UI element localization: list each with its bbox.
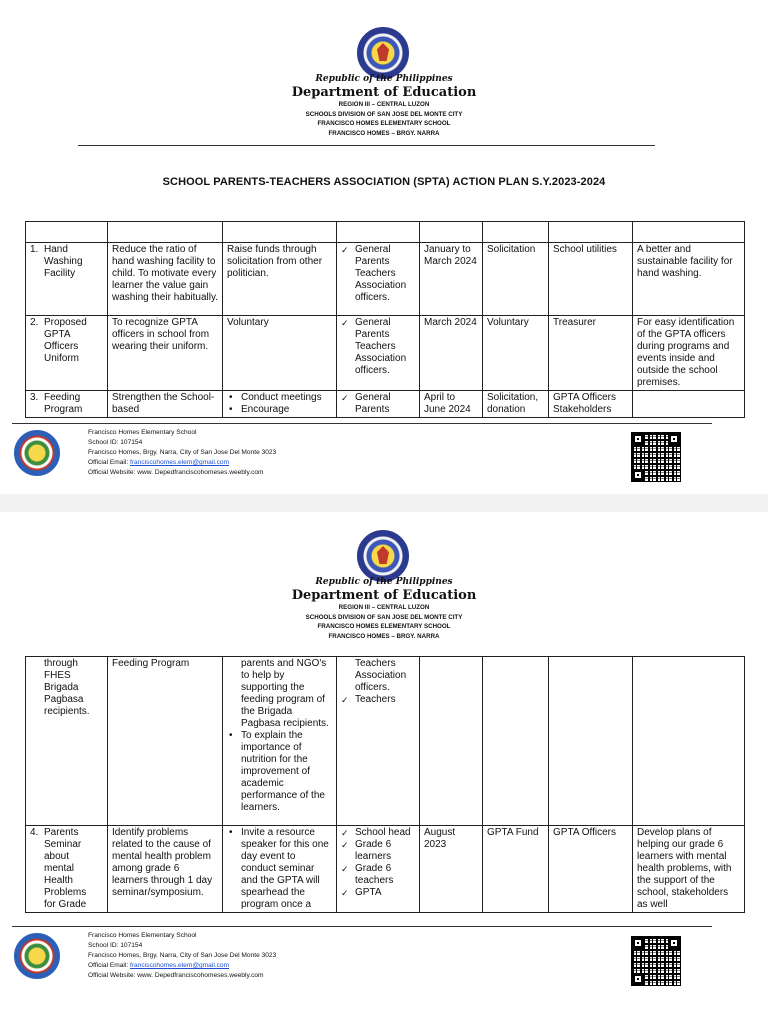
footer-divider — [12, 423, 712, 424]
footer-school: Francisco Homes Elementary School — [88, 429, 197, 436]
objective-cell: To recognize GPTA officers in school from wearing their uniform. — [108, 316, 223, 391]
deped-seal-icon — [357, 530, 409, 582]
school-logo-icon — [14, 933, 60, 979]
footer-email-label: Official Email: — [88, 962, 131, 969]
fund-cell: GPTA Fund — [483, 826, 549, 913]
table-row: 4. Parents Seminar about mental Health Problems for Grade Identify problems related to the cause of mental health problem among grade 6 learners through 1 day seminar/symposium. • Invite a resource speaker for this one day event to conduct seminar and the GPTA will spearhead the program once a ✓ School head ✓ Grade 6 learners ✓ Grade 6 teachers ✓ GPTA August 2023 GPTA Fund GPTA Officers Develop plans of helping our grade 6 learners with mental health problems, with the support of the school, stakeholders as well — [26, 826, 745, 913]
resources-cell: GPTA Officers — [549, 826, 633, 913]
fund-cell: Solicitation, donation — [483, 391, 549, 418]
document-title: SCHOOL PARENTS-TEACHERS ASSOCIATION (SPTA) ACTION PLAN S.Y.2023-2024 — [162, 176, 606, 188]
table-row: through FHES Brigada Pagbasa recipients. Feeding Program parents and NGO's to help by supporting the feeding program of the Brigada Pagbasa recipients. • To explain the importance of nutrition for the improvement of academic performance of the learners. Teachers Association officers. ✓ Teachers — [26, 657, 745, 826]
page-separator — [0, 494, 768, 512]
person-item: ✓ Grade 6 learners — [341, 839, 415, 863]
outcome-cell: A better and sustainable facility for hand washing. — [633, 243, 745, 316]
person-item: ✓ GPTA — [341, 887, 415, 899]
time-cell: April to June 2024 — [420, 391, 483, 418]
school-logo-icon — [14, 430, 60, 476]
area-cell: through FHES Brigada Pagbasa recipients. — [44, 658, 90, 717]
objective-cell: Identify problems related to the cause of mental health problem among grade 6 learners through 1 day seminar/symposium. — [108, 826, 223, 913]
footer-divider — [12, 926, 712, 927]
strategy-cell: Raise funds through solicitation from other politician. — [223, 243, 337, 316]
action-plan-table — [25, 656, 745, 913]
footer-website: Official Website: www. Depedfranciscohomeses.weebly.com — [88, 469, 264, 476]
header-divider — [78, 145, 655, 146]
footer-email-link[interactable]: franciscohomes.elem@gmail.com — [130, 459, 230, 466]
objective-cell: Reduce the ratio of hand washing facility to child. To motivate every learner the value gain washing their habitually. — [108, 243, 223, 316]
letterhead-line-2: SCHOOLS DIVISION OF SAN JOSE DEL MONTE CITY — [305, 613, 463, 621]
footer-email-label: Official Email: — [88, 459, 131, 466]
strategy-item: • To explain the importance of nutrition for the improvement of academic performance of the learners. — [227, 730, 332, 814]
outcome-cell: For easy identification of the GPTA officers during programs and events inside and outside the school premises. — [633, 316, 745, 391]
fund-cell: Voluntary — [483, 316, 549, 391]
person-item: ✓ Teachers — [341, 694, 415, 706]
table-row: 1. Hand Washing Facility Reduce the ratio of hand washing facility to child. To motivate every learner the value gain washing their habitually. Raise funds through solicitation from other politician. ✓ General Parents Teachers Association officers. January to March 2024 Solicitation School utilities A better and sustainable facility for hand washing. — [26, 243, 745, 316]
outcome-cell — [633, 391, 745, 418]
qr-code-icon — [631, 936, 681, 986]
footer-school-id: School ID: 107154 — [88, 942, 143, 949]
fund-cell: Solicitation — [483, 243, 549, 316]
footer-school: Francisco Homes Elementary School — [88, 932, 197, 939]
resources-cell: School utilities — [549, 243, 633, 316]
table-header-row — [26, 222, 745, 243]
outcome-cell: Develop plans of helping our grade 6 learners with mental health problems, with the support of the school, stakeholders as well — [633, 826, 745, 913]
department-title: Department of Education — [291, 85, 477, 100]
resources-cell: Treasurer — [549, 316, 633, 391]
action-plan-table — [25, 221, 745, 418]
table-row: 3. Feeding Program Strengthen the School-based • Conduct meetings • Encourage ✓ General Parents April to June 2024 Solicitation, donation GPTA Officers Stakeholders — [26, 391, 745, 418]
letterhead-line-3: FRANCISCO HOMES ELEMENTARY SCHOOL — [317, 120, 451, 127]
person-item: ✓ General Parents — [341, 392, 415, 416]
letterhead-line-1: REGION III – CENTRAL LUZON — [338, 604, 430, 611]
person-item: ✓ General Parents Teachers Association officers. — [341, 317, 415, 377]
strategy-item: • Invite a resource speaker for this one day event to conduct seminar and the GPTA will spearhead the program once a — [227, 827, 332, 911]
time-cell: March 2024 — [420, 316, 483, 391]
table-row: 2. Proposed GPTA Officers Uniform To recognize GPTA officers in school from wearing their uniform. Voluntary ✓ General Parents Teachers Association officers. March 2024 Voluntary Treasurer For easy identification of the GPTA officers during programs and events inside and outside the school premises. — [26, 316, 745, 391]
letterhead — [0, 577, 768, 641]
page-footer — [14, 931, 714, 987]
footer-address: Francisco Homes, Brgy. Narra, City of San Jose Del Monte 3023 — [88, 952, 277, 959]
footer-website: Official Website: www. Depedfranciscohomeses.weebly.com — [88, 972, 264, 979]
letterhead-line-4: FRANCISCO HOMES – BRGY. NARRA — [328, 632, 440, 640]
resources-cell: GPTA Officers Stakeholders — [549, 391, 633, 418]
person-item: ✓ General Parents Teachers Association officers. — [341, 244, 415, 304]
footer-address: Francisco Homes, Brgy. Narra, City of San Jose Del Monte 3023 — [88, 449, 277, 456]
objective-cell: Feeding Program — [108, 657, 223, 826]
letterhead-line-3: FRANCISCO HOMES ELEMENTARY SCHOOL — [317, 623, 451, 630]
person-item: ✓ School head — [341, 827, 415, 839]
department-title: Department of Education — [291, 588, 477, 603]
objective-cell: Strengthen the School-based — [108, 391, 223, 418]
letterhead — [0, 74, 768, 138]
strategy-item: • Conduct meetings — [227, 392, 332, 404]
letterhead-line-1: REGION III – CENTRAL LUZON — [338, 101, 430, 108]
strategy-cell: Voluntary — [223, 316, 337, 391]
republic-text: Republic of the Philippines — [315, 74, 453, 84]
time-cell: August 2023 — [420, 826, 483, 913]
time-cell: January to March 2024 — [420, 243, 483, 316]
page-footer — [14, 428, 714, 484]
letterhead-line-2: SCHOOLS DIVISION OF SAN JOSE DEL MONTE CITY — [305, 110, 463, 118]
footer-email-link[interactable]: franciscohomes.elem@gmail.com — [130, 962, 230, 969]
qr-code-icon — [631, 432, 681, 482]
strategy-item: • Encourage — [227, 404, 332, 416]
person-item: ✓ Grade 6 teachers — [341, 863, 415, 887]
deped-seal-icon — [357, 27, 409, 79]
letterhead-line-4: FRANCISCO HOMES – BRGY. NARRA — [328, 129, 440, 137]
republic-text: Republic of the Philippines — [315, 577, 453, 587]
footer-school-id: School ID: 107154 — [88, 439, 143, 446]
